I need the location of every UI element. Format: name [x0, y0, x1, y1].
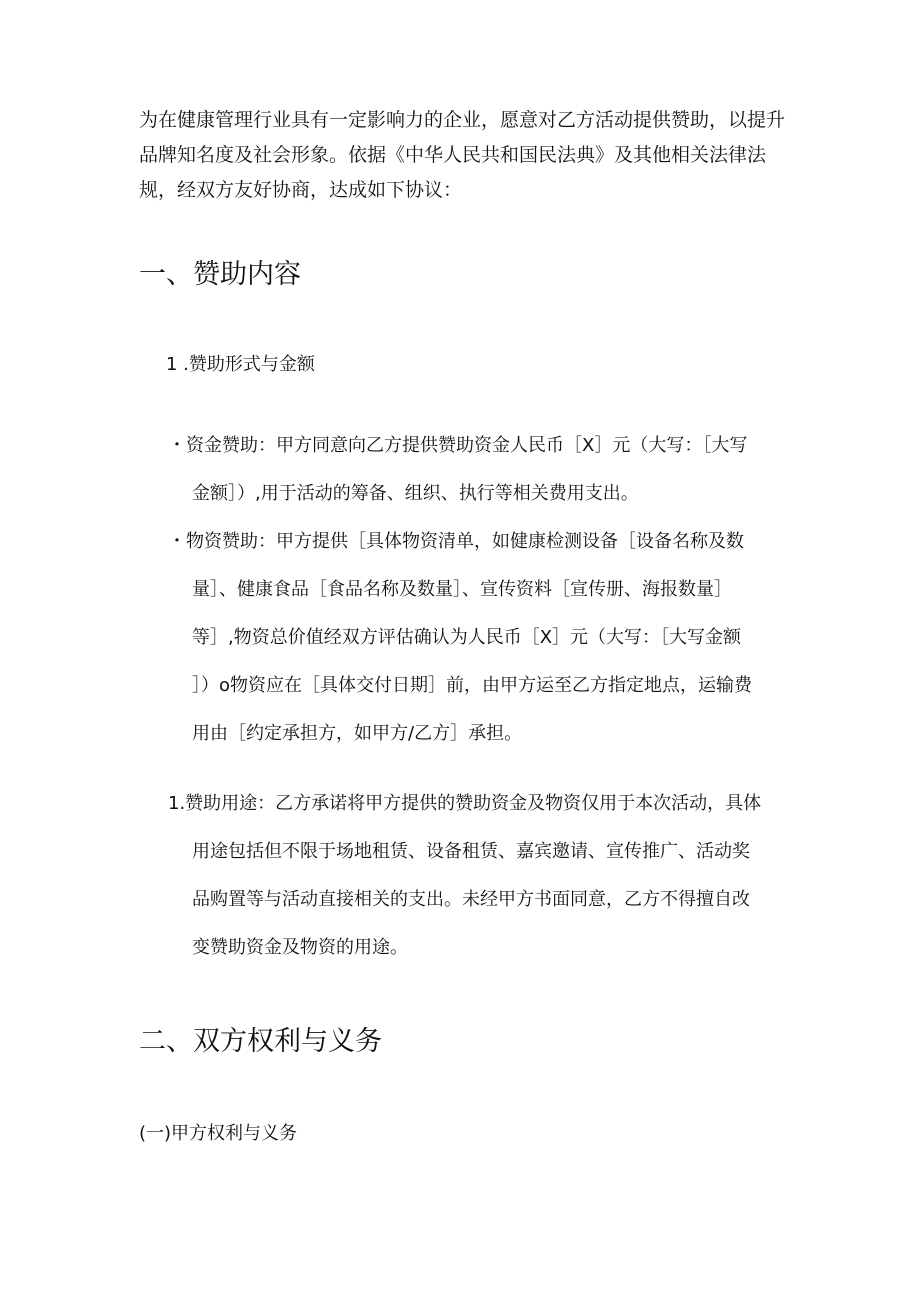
- section-heading-rights-and-obligations: 二、双方权利与义务: [139, 1026, 382, 1057]
- numbered-line: 1.赞助用途：乙方承诺将甲方提供的赞助资金及物资仅用于本次活动，具体: [168, 793, 762, 814]
- bullet-goods-sponsorship: [168, 518, 788, 758]
- intro-line: 品牌知名度及社会形象。依据《中华人民共和国民法典》及其他相关法律法: [139, 144, 767, 166]
- subsection-heading-form-and-amount: 1 .赞助形式与金额: [166, 354, 315, 375]
- bullet-line: 金额］）,用于活动的筹备、组织、执行等相关费用支出。: [192, 483, 639, 504]
- subsection-heading-party-a-rights: (一)甲方权利与义务: [139, 1123, 298, 1144]
- bullet-line: 用由［约定承担方，如甲方/乙方］承担。: [192, 723, 523, 744]
- numbered-line: 品购置等与活动直接相关的支出。未经甲方书面同意，乙方不得擅自改: [192, 889, 750, 910]
- bullet-funds-sponsorship: [168, 422, 788, 518]
- bullet-line: ・资金赞助：甲方同意向乙方提供赞助资金人民币［X］元（大写：［大写: [168, 435, 748, 456]
- bullet-line: 等］,物资总价值经双方评估确认为人民币［X］元（大写：［大写金额: [192, 627, 742, 648]
- numbered-line: 变赞助资金及物资的用途。: [192, 937, 408, 958]
- bullet-line: ］）o物资应在［具体交付日期］前，由甲方运至乙方指定地点，运输费: [192, 675, 753, 696]
- numbered-line: 用途包括但不限于场地租赁、设备租赁、嘉宾邀请、宣传推广、活动奖: [192, 841, 750, 862]
- bullet-line: ・物资赞助：甲方提供［具体物资清单，如健康检测设备［设备名称及数: [168, 531, 744, 552]
- intro-paragraph: [139, 103, 786, 208]
- bullet-line: 量］、健康食品［食品名称及数量］、宣传资料［宣传册、海报数量］: [192, 579, 732, 600]
- intro-line: 为在健康管理行业具有一定影响力的企业，愿意对乙方活动提供赞助，以提升: [139, 109, 786, 131]
- intro-line: 规，经双方友好协商，达成如下协议：: [139, 179, 463, 201]
- section-heading-sponsorship-content: 一、赞助内容: [139, 259, 301, 290]
- numbered-item-sponsorship-usage: [168, 780, 788, 972]
